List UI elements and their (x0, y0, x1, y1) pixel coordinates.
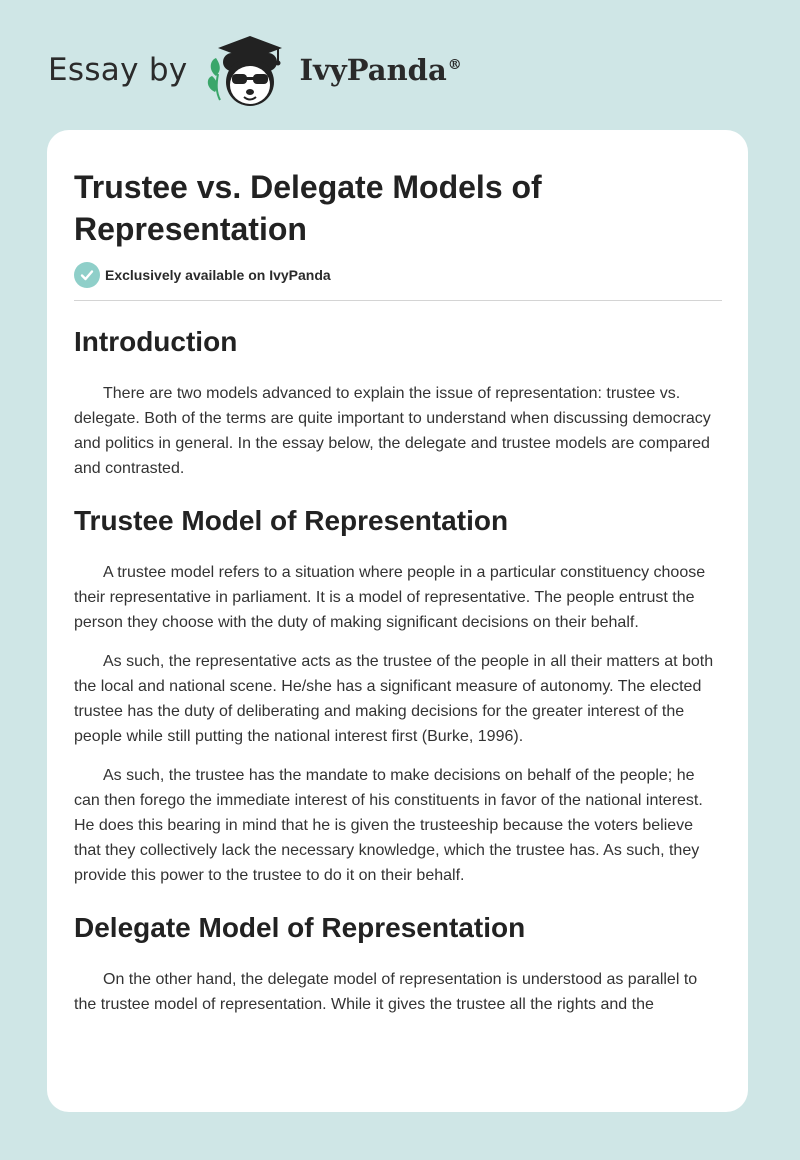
brand-prefix: Essay by (48, 52, 188, 88)
section-heading-trustee-model: Trustee Model of Representation (74, 505, 509, 536)
brand-name-text: IvyPanda (299, 53, 447, 87)
registered-mark: ® (447, 57, 462, 74)
panda-graduate-icon (202, 30, 298, 110)
essay-card (47, 130, 748, 1112)
brand-header[interactable] (48, 30, 462, 110)
essay-title: Trustee vs. Delegate Models of Representation (74, 169, 542, 247)
checkmark-icon (74, 262, 100, 288)
section-heading-delegate-model: Delegate Model of Representation (74, 912, 526, 943)
section-heading-introduction: Introduction (74, 326, 238, 357)
title-divider (74, 300, 722, 301)
brand-name (300, 53, 462, 87)
paragraph: There are two models advanced to explain the issue of representation: trustee vs. delegate. Both of the terms are quite important to understand when discussing democracy and politics in general. In the essay below, the delegate and trustee models are compared and contrasted. (74, 385, 711, 477)
paragraph: A trustee model refers to a situation where people in a particular constituency choose their representative in parliament. It is a model of representative. The people entrust the person they choose with the duty of making significant decisions on their behalf. (74, 564, 706, 631)
exclusive-badge (74, 262, 722, 288)
paragraph: As such, the trustee has the mandate to make decisions on behalf of the people; he can then forego the immediate interest of his constituents in favor of the national interest. He does this bearing in mind that he is given the trusteeship because the voters believe that they collectively lack the necessary knowledge, which the trustee has. As such, they provide this power to the trustee to do it on their behalf. (74, 767, 703, 884)
paragraph: As such, the representative acts as the trustee of the people in all their matters at both the local and national scene. He/she has a significant measure of autonomy. The elected trustee has the duty of deliberating and making decisions for the greater interest of the people while still putting the national interest first (Burke, 1996). (74, 653, 714, 745)
exclusive-label: Exclusively available on IvyPanda (105, 267, 331, 283)
paragraph: On the other hand, the delegate model of representation is understood as parallel to the trustee model of representation. While it gives the trustee all the rights and the (74, 971, 698, 1013)
